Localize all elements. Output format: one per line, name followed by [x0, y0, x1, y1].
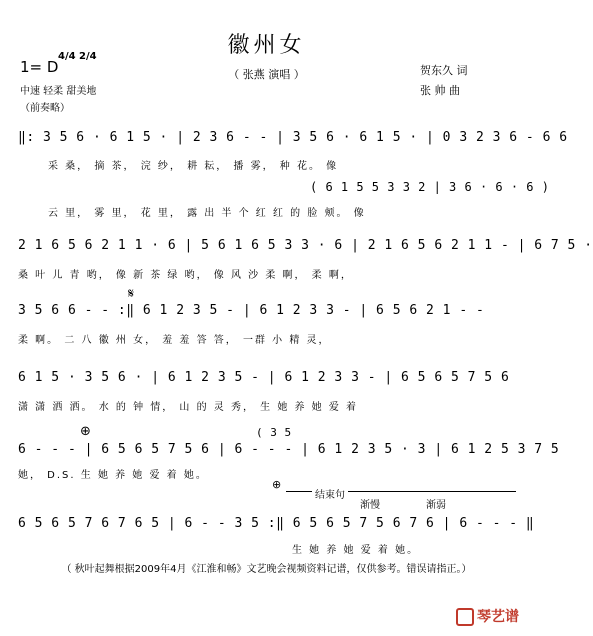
prelude-note: （前奏略）	[20, 103, 70, 114]
staff-row-3-lyrics: 柔 啊。 二 八 徽 州 女， 羞 羞 答 答， 一群 小 精 灵，	[18, 335, 331, 346]
segno-sign: 𝄋	[128, 286, 135, 302]
staff-row-6-notes: 6 5 6 5 7 6 7 6 5 | 6 - - 3 5 :‖ 6 5 6 5 7 5 6 7 6 | 6 - - - ‖	[18, 516, 535, 531]
staff-row-5-notes: 6 - - - | 6 5 6 5 7 5 6 | 6 - - - | 6 1 2 3 5 · 3 | 6 1 2 5 3 7 5	[18, 442, 560, 457]
staff-row-3-notes: 3 5 6 6 - - :‖ 6 1 2 3 5 - | 6 1 2 3 3 - | 6 5 6 2 1 - -	[18, 303, 485, 318]
staff-row-1-interlude: ( 6 1 5 5 3 3 2 | 3 6 · 6 · 6 )	[310, 180, 550, 194]
lyricist-credit: 贺东久 词	[420, 64, 468, 77]
diminuendo-label: 渐弱	[426, 500, 446, 511]
staff-row-5-lyrics: 她， D.S. 生 她 养 她 爱 着 她。	[18, 470, 208, 481]
staff-row-5-pickup: ( 3 5	[256, 426, 292, 439]
staff-row-1-lyrics-verse2: 云 里， 雾 里， 花 里， 露 出 半 个 红 红 的 脸 颊。 像	[48, 208, 366, 219]
singer-credit: （ 张燕 演唱 ）	[228, 68, 305, 81]
ending-label: 结束句	[312, 486, 348, 501]
site-logo	[456, 606, 519, 626]
logo-text: 琴艺谱	[477, 609, 519, 625]
staff-row-2-lyrics: 桑 叶 儿 青 哟， 像 新 茶 绿 哟， 像 风 沙 柔 啊， 柔 啊，	[18, 270, 353, 281]
tempo-marking: 中速 轻柔 甜美地	[20, 86, 97, 97]
ritardando-label: 渐慢	[360, 500, 380, 511]
composer-credit: 张 帅 曲	[420, 84, 460, 97]
coda-sign-end: ⊕	[272, 478, 282, 491]
page-title: 徽州女	[227, 33, 306, 58]
staff-row-4-lyrics: 潇 潇 洒 洒。 水 的 钟 情， 山 的 灵 秀， 生 她 养 她 爱 着	[18, 402, 359, 413]
staff-row-1-lyrics: 采 桑， 摘 茶， 浣 纱， 耕 耘， 播 雾， 种 花。 像	[48, 161, 339, 172]
logo-icon	[456, 608, 474, 626]
coda-sign: ⊕	[80, 424, 91, 439]
time-signature: 4/4 2/4	[58, 51, 97, 62]
staff-row-6-lyrics: 生 她 养 她 爱 着 她。	[292, 545, 420, 556]
staff-row-2-notes: 2 1 6 5 6 2 1 1 · 6 | 5 6 1 6 5 3 3 · 6 | 2 1 6 5 6 2 1 1 - | 6 7 5 ·	[18, 238, 593, 253]
footer-note: （ 秋叶起舞根据2009年4月《江淮和畅》文艺晚会视频资料记谱，仅供参考。错误请指正。）	[61, 564, 472, 575]
staff-row-1-notes: ‖: 3 5 6 · 6 1 5 · | 2 3 6 - - | 3 5 6 · 6 1 5 · | 0 3 2 3 6 - 6 6	[18, 130, 568, 145]
key-signature: 1= D	[20, 58, 59, 76]
staff-row-4-notes: 6 1 5 · 3 5 6 · | 6 1 2 3 5 - | 6 1 2 3 3 - | 6 5 6 5 7 5 6	[18, 370, 510, 385]
